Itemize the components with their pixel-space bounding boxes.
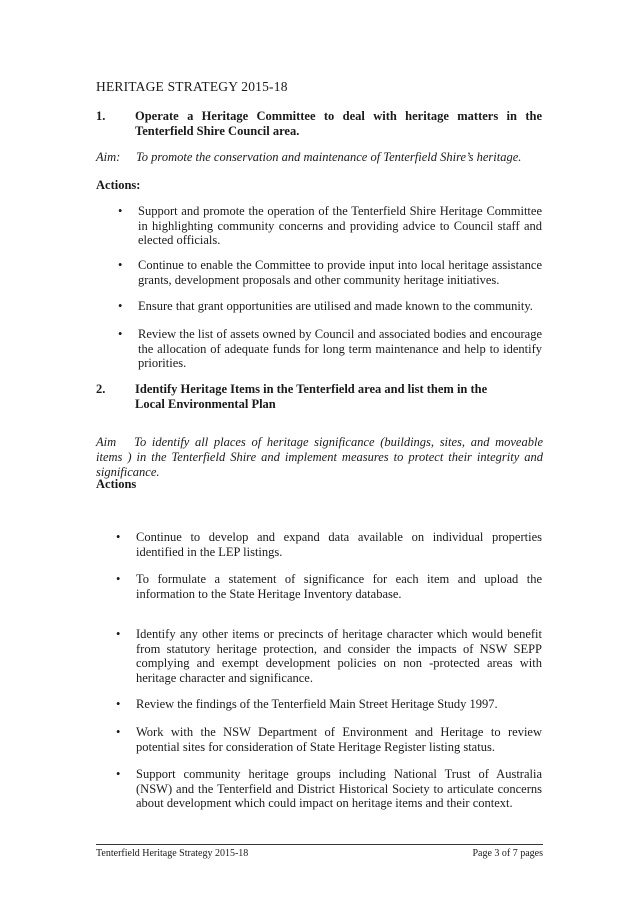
list-item	[118, 299, 542, 314]
list-item	[116, 530, 542, 559]
bullet-icon: •	[116, 697, 121, 711]
section-2-action-list	[116, 725, 542, 754]
section-2-action-list	[116, 530, 542, 559]
bullet-icon: •	[116, 572, 121, 586]
page-footer	[96, 848, 543, 859]
section-2-title: Identify Heritage Items in the Tenterfield area and list them in the Local Environmental Plan	[135, 382, 488, 411]
list-item-text: Support community heritage groups including National Trust of Australia (NSW) and the Tenterfield and District Historical Society to articulate concerns about development which could impact on heritage items and their context.	[136, 767, 542, 810]
list-item	[116, 627, 542, 685]
list-item	[116, 697, 542, 712]
section-1-action-list	[118, 299, 542, 314]
list-item-text: Continue to develop and expand data available on individual properties identified in the LEP listings.	[136, 530, 542, 559]
section-1-actions-heading: Actions:	[96, 178, 141, 192]
list-item	[116, 725, 542, 754]
list-item-text: Work with the NSW Department of Environment and Heritage to review potential sites for consideration of State Heritage Register listing status.	[136, 725, 542, 754]
list-item-text: Identify any other items or precincts of heritage character which would benefit from statutory heritage protection, and consider the impacts of NSW SEPP complying and exempt development policies on non -protected areas with heritage character and significance.	[136, 627, 542, 685]
bullet-icon: •	[116, 725, 121, 739]
bullet-icon: •	[118, 327, 123, 341]
section-1-title: Operate a Heritage Committee to deal with heritage matters in the Tenterfield Shire Council area.	[135, 109, 542, 138]
section-1-number: 1.	[96, 109, 106, 123]
list-item	[116, 767, 542, 811]
section-2-action-list	[116, 767, 542, 811]
list-item	[118, 327, 542, 371]
list-item-text: Continue to enable the Committee to provide input into local heritage assistance grants, development proposals and other community heritage initiatives.	[138, 258, 542, 287]
section-2-actions-heading: Actions	[96, 477, 137, 491]
list-item-text: Ensure that grant opportunities are utilised and made known to the community.	[138, 299, 533, 313]
list-item-text: Review the list of assets owned by Council and associated bodies and encourage the allocation of adequate funds for long term maintenance and help to identify priorities.	[138, 327, 542, 370]
bullet-icon: •	[116, 767, 121, 781]
bullet-icon: •	[118, 258, 123, 272]
section-2-number: 2.	[96, 382, 106, 396]
bullet-icon: •	[116, 627, 121, 641]
section-1-action-list	[118, 258, 542, 287]
section-1-aim	[96, 150, 543, 165]
section-2-action-list	[116, 627, 542, 685]
list-item-text: To formulate a statement of significance for each item and upload the information to the State Heritage Inventory database.	[136, 572, 542, 601]
footer-divider	[96, 844, 543, 845]
footer-page-number: Page 3 of 7 pages	[472, 848, 543, 859]
section-1-aim-label: Aim:	[96, 150, 121, 164]
section-2-aim-label: Aim	[96, 435, 117, 449]
list-item-text: Review the findings of the Tenterfield Main Street Heritage Study 1997.	[136, 697, 498, 711]
section-2-action-list	[116, 697, 542, 712]
section-1-action-list	[118, 204, 542, 248]
bullet-icon: •	[118, 204, 123, 218]
section-2-aim-text: To identify all places of heritage significance (buildings, sites, and moveable items ) in the Tenterfield Shire and implement measures to protect their integrity and significance.	[96, 435, 543, 479]
list-item	[118, 258, 542, 287]
section-2-action-list	[116, 572, 542, 601]
bullet-icon: •	[116, 530, 121, 544]
list-item	[118, 204, 542, 248]
section-1-aim-text: To promote the conservation and maintenance of Tenterfield Shire’s heritage.	[136, 150, 522, 164]
section-1-action-list	[118, 327, 542, 371]
section-2-aim	[96, 435, 543, 480]
list-item-text: Support and promote the operation of the Tenterfield Shire Heritage Committee in highlighting community concerns and providing advice to Council staff and elected officials.	[138, 204, 542, 247]
bullet-icon: •	[118, 299, 123, 313]
footer-document-name: Tenterfield Heritage Strategy 2015-18	[96, 848, 249, 859]
list-item	[116, 572, 542, 601]
document-title: HERITAGE STRATEGY 2015-18	[96, 79, 288, 94]
